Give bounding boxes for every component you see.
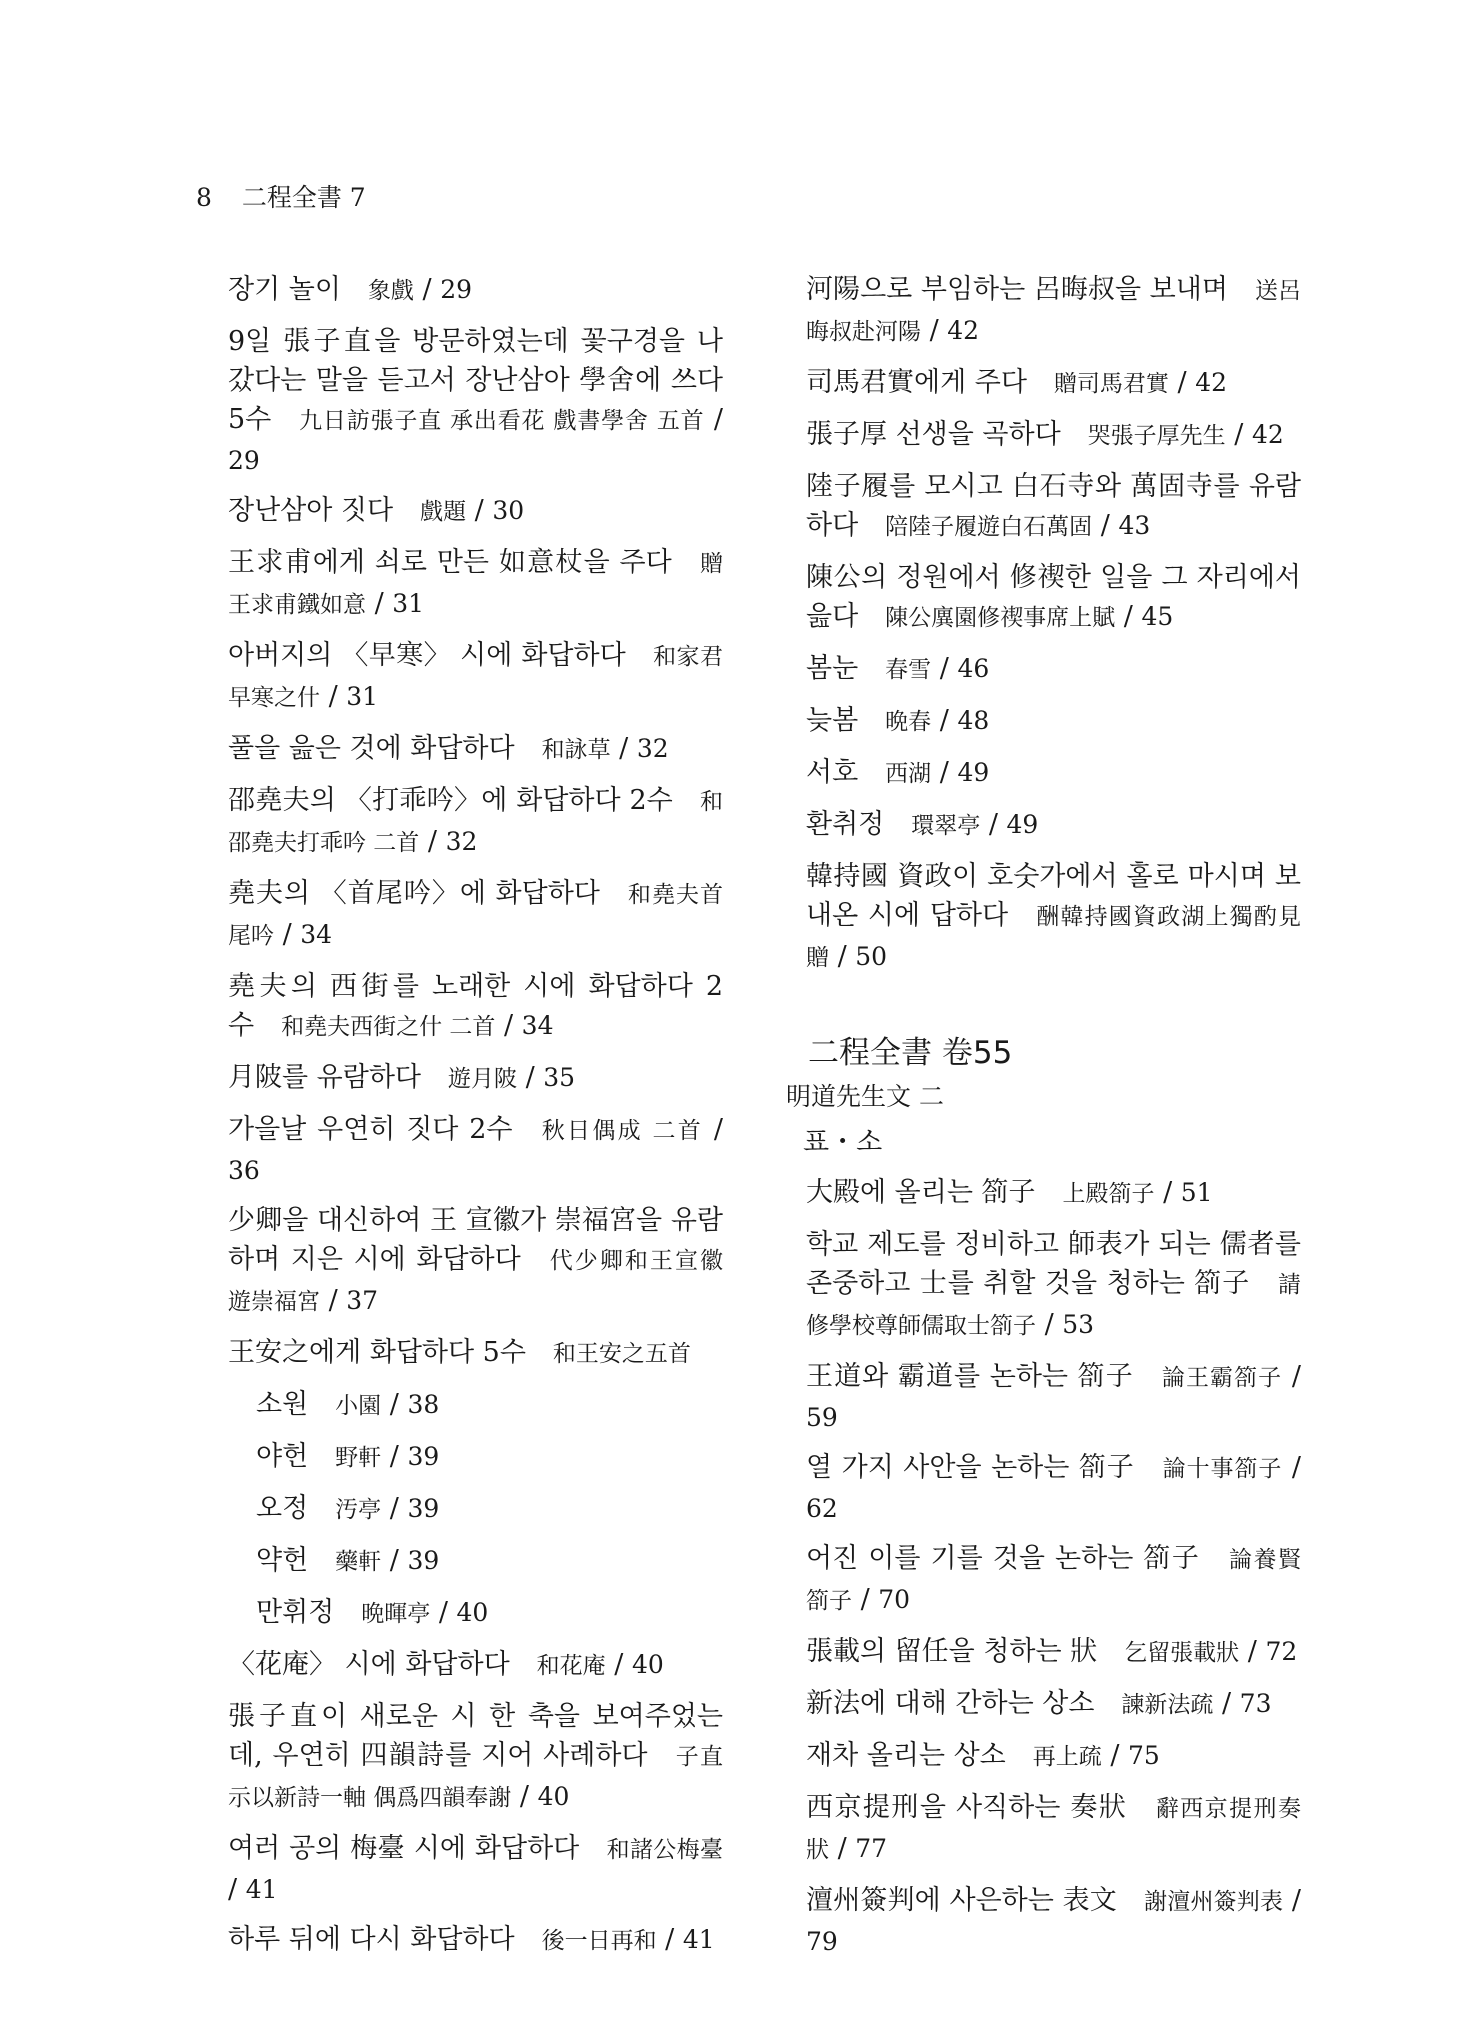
entry-korean-title: 王道와 霸道를 논하는 箚子: [806, 1361, 1134, 1392]
entry-korean-title: 약헌: [256, 1545, 309, 1576]
entry-page-number: 41: [245, 1875, 278, 1904]
entry-chinese-title: 藥軒: [335, 1549, 382, 1575]
toc-entry: 서호 西湖 / 49: [806, 757, 990, 788]
entry-korean-title: 열 가지 사안을 논하는 箚子: [806, 1452, 1135, 1483]
entry-korean-title: 장기 놀이: [228, 274, 341, 305]
entry-page-number: 45: [1141, 602, 1174, 631]
entry-korean-title: 어진 이를 기를 것을 논하는 箚子: [806, 1543, 1201, 1574]
entry-chinese-title: 論養賢箚子: [806, 1547, 1301, 1614]
entry-page-number: 79: [806, 1927, 838, 1956]
entry-page-number: 39: [407, 1442, 440, 1471]
entry-chinese-title: 和家君早寒之什: [228, 644, 723, 711]
entry-chinese-title: 和邵堯夫打乖吟 二首: [228, 789, 724, 856]
entry-chinese-title: 送呂晦叔赴河陽: [806, 278, 1301, 345]
entry-korean-title: 환취정: [806, 809, 885, 840]
entry-korean-title: 만휘정: [256, 1597, 335, 1628]
entry-korean-title: 아버지의 〈早寒〉 시에 화답하다: [228, 640, 626, 671]
entry-chinese-title: 代少卿和王宣徽遊崇福宮: [228, 1248, 723, 1315]
toc-entry: 司馬君實에게 주다 贈司馬君實 / 42: [806, 367, 1227, 398]
entry-chinese-title: 和詠草: [541, 737, 611, 763]
entry-chinese-title: 遊月陂: [448, 1066, 517, 1092]
entry-chinese-title: 環翠亭: [911, 813, 981, 839]
toc-entry: 어진 이를 기를 것을 논하는 箚子 論養賢箚子 / 70: [806, 1543, 1301, 1615]
toc-entry: 봄눈 春雪 / 46: [806, 653, 990, 684]
entry-page-number: 40: [456, 1598, 489, 1627]
book-title: 二程全書 7: [241, 183, 366, 212]
toc-entry: 늦봄 晩春 / 48: [806, 705, 990, 736]
entry-korean-title: 소원: [256, 1389, 309, 1420]
entry-chinese-title: 和堯夫首尾吟: [228, 882, 723, 949]
entry-korean-title: 澶州簽判에 사은하는 表文: [806, 1885, 1117, 1916]
entry-korean-title: 봄눈: [806, 653, 859, 684]
entry-page-number: 73: [1239, 1689, 1272, 1718]
entry-page-number: 30: [492, 496, 525, 525]
toc-entry: 소원 小園 / 38: [256, 1389, 440, 1420]
entry-page-number: 43: [1118, 511, 1151, 540]
entry-korean-title: 王安之에게 화답하다 5수: [228, 1337, 526, 1368]
toc-entry: 少卿을 대신하여 王 宣徽가 崇福宮을 유람하며 지은 시에 화답하다 代少卿和王宣徽遊崇福宮 / 37: [228, 1205, 723, 1316]
entry-page-number: 32: [445, 827, 478, 856]
entry-chinese-title: 論王霸箚子: [1160, 1365, 1283, 1391]
entry-korean-title: 堯夫의 〈首尾吟〉에 화답하다: [228, 878, 600, 909]
toc-entry: 月陂를 유람하다 遊月陂 / 35: [228, 1062, 576, 1093]
entry-chinese-title: 戲題: [420, 499, 467, 525]
entry-chinese-title: 和王安之五首: [552, 1341, 691, 1367]
entry-page-number: 39: [407, 1546, 440, 1575]
toc-entry: 王道와 霸道를 논하는 箚子 論王霸箚子 / 59: [806, 1361, 1302, 1432]
entry-page-number: 31: [346, 682, 379, 711]
entry-page-number: 36: [228, 1156, 260, 1185]
entry-chinese-title: 後一日再和: [541, 1928, 657, 1954]
entry-chinese-title: 陪陸子履遊白石萬固: [885, 514, 1093, 540]
entry-chinese-title: 晩暉亭: [361, 1601, 431, 1627]
entry-page-number: 50: [855, 942, 888, 971]
toc-entry: 堯夫의 西街를 노래한 시에 화답하다 2수 和堯夫西街之什 二首 / 34: [228, 971, 723, 1041]
entry-page-number: 53: [1062, 1310, 1095, 1339]
entry-korean-title: 堯夫의 西街를 노래한 시에 화답하다 2수: [228, 971, 723, 1041]
entry-page-number: 49: [957, 758, 990, 787]
toc-entry: 만휘정 晩暉亭 / 40: [256, 1597, 489, 1628]
entry-chinese-title: 子直示以新詩一軸 偶爲四韻奉謝: [228, 1744, 723, 1811]
entry-page-number: 29: [228, 446, 260, 475]
entry-korean-title: 풀을 읊은 것에 화답하다: [228, 733, 515, 764]
entry-page-number: 70: [878, 1585, 911, 1614]
entry-chinese-title: 秋日偶成 二首: [539, 1118, 704, 1144]
toc-entry: 가을날 우연히 짓다 2수 秋日偶成 二首 / 36: [228, 1114, 723, 1185]
toc-entry: 재차 올리는 상소 再上疏 / 75: [806, 1740, 1160, 1771]
toc-entry: 張子直이 새로운 시 한 축을 보여주었는데, 우연히 四韻詩를 지어 사례하다 子直示以新詩一軸 偶爲四韻奉謝 / 40: [228, 1701, 723, 1812]
toc-entry: 澶州簽判에 사은하는 表文 謝澶州簽判表 / 79: [806, 1885, 1302, 1956]
toc-entry: 아버지의 〈早寒〉 시에 화답하다 和家君早寒之什 / 31: [228, 640, 723, 712]
entry-chinese-title: 請修學校尊師儒取士箚子: [806, 1272, 1301, 1339]
volume-category: 표・소: [803, 1127, 883, 1158]
entry-chinese-title: 辭西京提刑奏狀: [806, 1796, 1302, 1863]
entry-korean-title: 王求甫에게 쇠로 만든 如意杖을 주다: [228, 547, 672, 578]
toc-right-bottom: [806, 1173, 1301, 1961]
entry-chinese-title: 象戲: [367, 278, 414, 304]
toc-entry: 大殿에 올리는 箚子 上殿箚子 / 51: [806, 1177, 1213, 1208]
toc-entry: 〈花庵〉 시에 화답하다 和花庵 / 40: [228, 1649, 664, 1680]
entry-chinese-title: 九日訪張子直 承出看花 戲書學舍 五首: [298, 408, 705, 434]
entry-chinese-title: 再上疏: [1032, 1744, 1102, 1770]
entry-korean-title: 가을날 우연히 짓다 2수: [228, 1114, 513, 1145]
toc-right-top: [806, 270, 1301, 978]
entry-chinese-title: 論十事箚子: [1161, 1456, 1283, 1482]
entry-page-number: 42: [947, 316, 980, 345]
toc-entry: 약헌 藥軒 / 39: [256, 1545, 440, 1576]
entry-page-number: 42: [1195, 368, 1227, 397]
entry-page-number: 32: [636, 734, 669, 763]
entry-korean-title: 司馬君實에게 주다: [806, 367, 1027, 398]
entry-page-number: 35: [543, 1063, 576, 1092]
entry-korean-title: 장난삼아 짓다: [228, 495, 394, 526]
entry-chinese-title: 和堯夫西街之什 二首: [281, 1014, 496, 1040]
toc-entry: 張載의 留任을 청하는 狀 乞留張載狀 / 72: [806, 1636, 1298, 1667]
entry-page-number: 40: [537, 1782, 570, 1811]
entry-page-number: 37: [346, 1286, 379, 1315]
entry-korean-title: 늦봄: [806, 705, 859, 736]
entry-chinese-title: 汚亭: [335, 1497, 382, 1523]
toc-entry: 張子厚 선생을 곡하다 哭張子厚先生 / 42: [806, 419, 1284, 450]
entry-korean-title: 재차 올리는 상소: [806, 1740, 1006, 1771]
entry-korean-title: 여러 공의 梅臺 시에 화답하다: [228, 1833, 580, 1864]
entry-page-number: 40: [631, 1650, 664, 1679]
entry-chinese-title: 諫新法疏: [1121, 1692, 1214, 1718]
entry-korean-title: 張子厚 선생을 곡하다: [806, 419, 1061, 450]
entry-korean-title: 〈花庵〉 시에 화답하다: [228, 1649, 510, 1680]
entry-page-number: 72: [1265, 1637, 1298, 1666]
entry-page-number: 48: [957, 706, 990, 735]
toc-entry: 환취정 環翠亭 / 49: [806, 809, 1039, 840]
toc-entry: 열 가지 사안을 논하는 箚子 論十事箚子 / 62: [806, 1452, 1301, 1523]
entry-page-number: 62: [806, 1494, 838, 1523]
toc-entry: 新法에 대해 간하는 상소 諫新法疏 / 73: [806, 1688, 1272, 1719]
entry-korean-title: 9일 張子直을 방문하였는데 꽃구경을 나갔다는 말을 듣고서 장난삼아 學舍에 쓰다 5수: [228, 326, 723, 435]
entry-chinese-title: 贈司馬君實: [1053, 371, 1169, 397]
entry-chinese-title: 和花庵: [536, 1653, 606, 1679]
entry-korean-title: 韓持國 資政이 호숫가에서 홀로 마시며 보내온 시에 답하다: [806, 861, 1301, 931]
entry-korean-title: 邵堯夫의 〈打乖吟〉에 화답하다 2수: [228, 785, 673, 816]
entry-chinese-title: 野軒: [335, 1445, 382, 1471]
entry-korean-title: 張載의 留任을 청하는 狀: [806, 1636, 1098, 1667]
entry-korean-title: 新法에 대해 간하는 상소: [806, 1688, 1095, 1719]
entry-chinese-title: 上殿箚子: [1062, 1181, 1155, 1207]
entry-page-number: 51: [1180, 1178, 1213, 1207]
entry-page-number: 31: [392, 589, 425, 618]
entry-korean-title: 少卿을 대신하여 王 宣徽가 崇福宮을 유람하며 지은 시에 화답하다: [228, 1205, 723, 1275]
toc-entry: 하루 뒤에 다시 화답하다 後一日再和 / 41: [228, 1924, 715, 1955]
toc-entry: 堯夫의 〈首尾吟〉에 화답하다 和堯夫首尾吟 / 34: [228, 878, 723, 950]
toc-entry: 야헌 野軒 / 39: [256, 1441, 440, 1472]
entry-page-number: 39: [407, 1494, 440, 1523]
toc-entry: [228, 1333, 723, 1374]
toc-entry: 학교 제도를 정비하고 師表가 되는 儒者를 존중하고 士를 취할 것을 청하는 箚子 請修學校尊師儒取士箚子 / 53: [806, 1229, 1301, 1340]
entry-korean-title: 서호: [806, 757, 859, 788]
toc-entry: 9일 張子直을 방문하였는데 꽃구경을 나갔다는 말을 듣고서 장난삼아 學舍에 쓰다 5수 九日訪張子直 承出看花 戲書學舍 五首 / 29: [228, 326, 723, 475]
toc-entry: 陳公의 정원에서 修禊한 일을 그 자리에서 읊다 陳公廙園修禊事席上賦 / 45: [806, 562, 1301, 632]
toc-entry: 오정 汚亭 / 39: [256, 1493, 440, 1524]
entry-korean-title: 陳公의 정원에서 修禊한 일을 그 자리에서 읊다: [806, 562, 1301, 632]
entry-korean-title: 大殿에 올리는 箚子: [806, 1177, 1036, 1208]
entry-page-number: 42: [1251, 420, 1284, 449]
entry-page-number: 77: [855, 1834, 888, 1863]
entry-page-number: 75: [1128, 1741, 1160, 1770]
toc-right-column: [786, 270, 1302, 1972]
toc-entry: 河陽으로 부임하는 呂晦叔을 보내며 送呂晦叔赴河陽 / 42: [806, 274, 1301, 346]
entry-korean-title: 張子直이 새로운 시 한 축을 보여주었는데, 우연히 四韻詩를 지어 사례하다: [228, 1701, 723, 1771]
entry-chinese-title: 晩春: [885, 709, 932, 735]
entry-chinese-title: 和諸公梅臺: [606, 1837, 723, 1863]
entry-chinese-title: 陳公廙園修禊事席上賦: [885, 605, 1116, 631]
toc-entry: 邵堯夫의 〈打乖吟〉에 화답하다 2수 和邵堯夫打乖吟 二首 / 32: [228, 785, 724, 857]
page-header: [196, 178, 366, 214]
entry-page-number: 29: [440, 275, 472, 304]
entry-chinese-title: 贈王求甫鐵如意: [228, 551, 723, 618]
toc-entry: 장난삼아 짓다 戲題 / 30: [228, 495, 525, 526]
toc-entry: 풀을 읊은 것에 화답하다 和詠草 / 32: [228, 733, 669, 764]
entry-korean-title: 陸子履를 모시고 白石寺와 萬固寺를 유람하다: [806, 471, 1301, 541]
entry-page-number: 46: [957, 654, 990, 683]
entry-korean-title: 河陽으로 부임하는 呂晦叔을 보내며: [806, 274, 1228, 305]
entry-chinese-title: 謝澶州簽判表: [1143, 1889, 1284, 1915]
page-number: 8: [196, 183, 212, 212]
entry-page-number: 49: [1006, 810, 1039, 839]
entry-chinese-title: 春雪: [885, 657, 932, 683]
entry-chinese-title: 乞留張載狀: [1124, 1640, 1240, 1666]
entry-korean-title: 하루 뒤에 다시 화답하다: [228, 1924, 515, 1955]
entry-korean-title: 오정: [256, 1493, 309, 1524]
entry-chinese-title: 小園: [335, 1393, 382, 1419]
entry-page-number: 34: [300, 920, 333, 949]
entry-korean-title: 西京提刑을 사직하는 奏狀: [806, 1792, 1128, 1823]
entry-page-number: 38: [407, 1390, 440, 1419]
entry-chinese-title: 西湖: [885, 761, 932, 787]
entry-korean-title: 月陂를 유람하다: [228, 1062, 421, 1093]
toc-left-column: [228, 270, 723, 1972]
volume-title: 二程全書 卷55: [808, 1035, 1013, 1071]
toc-entry: 陸子履를 모시고 白石寺와 萬固寺를 유람하다 陪陸子履遊白石萬固 / 43: [806, 471, 1301, 541]
volume-subtitle: 明道先生文 二: [786, 1082, 944, 1111]
entry-page-number: 59: [806, 1403, 838, 1432]
toc-entry: 여러 공의 梅臺 시에 화답하다 和諸公梅臺 / 41: [228, 1833, 723, 1905]
toc-entry: 韓持國 資政이 호숫가에서 홀로 마시며 보내온 시에 답하다 酬韓持國資政湖上獨酌見贈 / 50: [806, 861, 1301, 972]
entry-korean-title: 야헌: [256, 1441, 309, 1472]
toc-entry: 西京提刑을 사직하는 奏狀 辭西京提刑奏狀 / 77: [806, 1792, 1302, 1864]
toc-entry: 장기 놀이 象戲 / 29: [228, 274, 472, 305]
entry-page-number: 41: [682, 1925, 715, 1954]
entry-korean-title: 학교 제도를 정비하고 師表가 되는 儒者를 존중하고 士를 취할 것을 청하는 箚子: [806, 1229, 1301, 1299]
entry-page-number: 34: [521, 1011, 554, 1040]
entry-chinese-title: 哭張子厚先生: [1087, 423, 1226, 449]
entry-chinese-title: 酬韓持國資政湖上獨酌見贈: [806, 904, 1301, 971]
toc-entry: 王求甫에게 쇠로 만든 如意杖을 주다 贈王求甫鐵如意 / 31: [228, 547, 723, 619]
